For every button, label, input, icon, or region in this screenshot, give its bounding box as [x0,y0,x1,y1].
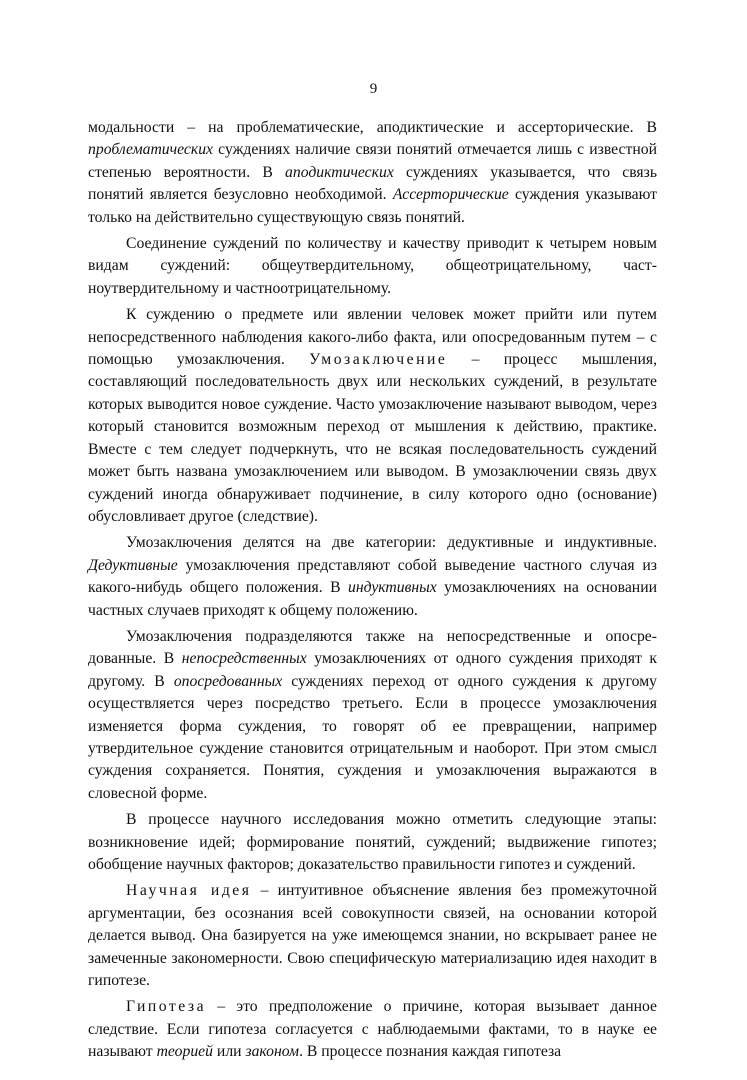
emphasis-text: опосредованных [173,672,283,690]
emphasis-text: Ассерторические [392,186,509,204]
text-run: . В процессе познания каждая гипотеза [299,1043,562,1061]
text-run: суждениях переход от одного суждения к другому осуществляется через посредство третьего. Если в процессе умозаключения изменяется форма суждения, то говорят об ее превращении, например утвердительное суждение становится отрицательным и наоборот. При этом смысл суждения сохраняется. Понятия, суждения и умозаключения выражаются в словесной форме. [88,672,657,802]
paragraph [88,304,657,528]
text-run: – процесс мышления, составляющий последовательность двух или нескольких суждений, в результате которых выводится новое суждение. Часто умозаключение называют выводом, через который становится возможным переход от мышления к действию, практике. Вместе с тем следует подчеркнуть, что не всякая последовательность суждений может быть названа умозаключением или выводом. В умозаключении связь двух суждений иногда обнаруживает подчинение, в силу которого одно (основание) обусловливает другое (следствие). [88,351,657,525]
text-run: В процессе научного исследования можно отметить следующие этапы: возникновение идей; формирование понятий, суждений; выдвижение гипотез; обобщение научных факторов; доказательство правильности гипотез и суждений. [88,811,657,873]
paragraph [88,117,657,229]
text-run: Умозаключения подразделяются также на непосредственные и опосредованные. В [88,627,657,668]
page-number: 9 [369,81,378,97]
text-run: суждениях наличие связи понятий отмечается лишь с известной степенью вероятности. В [88,141,657,181]
emphasis-text: теорией [156,1043,213,1061]
text-run: суждениях указывается, что связь понятий является безусловно необходимой. [88,163,657,204]
text-run: – это предположение о причине, которая вызывает данное следствие. Если гипотеза согласуется с наблюдаемыми фактами, то в науке ее называют [88,998,657,1061]
text-run: умозаключения представляют собой выведение частного случая из какого-нибудь общего положения. В [88,556,657,597]
paragraph [88,233,657,300]
spaced-term: Гипотеза [126,998,207,1016]
paragraph [88,880,657,992]
text-run: модальности – на проблематические, аподиктические и ассерторические. В [88,119,657,136]
body-text [88,117,657,1064]
spaced-term: Умозаключение [309,351,448,369]
emphasis-text: индуктивных [347,579,437,597]
emphasis-text: аподиктических [285,163,394,181]
text-run: суждения указывают только на действительно существующую связь понятий. [88,186,657,226]
paragraph [88,809,657,876]
emphasis-text: законом [245,1043,300,1061]
text-run: Соединение суждений по количеству и качеству приводит к четырем новым видам суждений: общеутвердительному, общеотрицательному, частноутвердительному и частноотрицательному. [88,235,657,297]
emphasis-text: проблематических [88,141,214,159]
paragraph [88,532,657,622]
emphasis-text: непосредственных [181,650,307,668]
text-run: Умозаключения делятся на две категории: дедуктивные и индуктивные. [126,534,657,552]
paragraph [88,996,657,1063]
text-run: – интуитивное объяснение явления без промежуточной аргументации, без осознания всей совокупности связей, на основании которой делается вывод. Она базируется на уже имеющемся знании, но вскрывает ранее не замеченные закономерности. Свою специфическую материализацию идея находит в гипотезе. [88,882,658,990]
text-run: умозаключениях на основании частных случаев приходят к общему положению. [88,579,657,619]
paragraph [88,626,657,805]
text-run: К суждению о предмете или явлении человек может прийти или путем непосредственного наблюдения какого-либо факта, или опосредованным путем – с помощью умозаключения. [88,306,657,369]
text-run: или [213,1043,246,1061]
emphasis-text: Дедуктивные [88,556,178,574]
text-run: умозаключениях от одного суждения приходят к другому. В [88,650,657,690]
spaced-term: Научная идея [126,882,252,900]
